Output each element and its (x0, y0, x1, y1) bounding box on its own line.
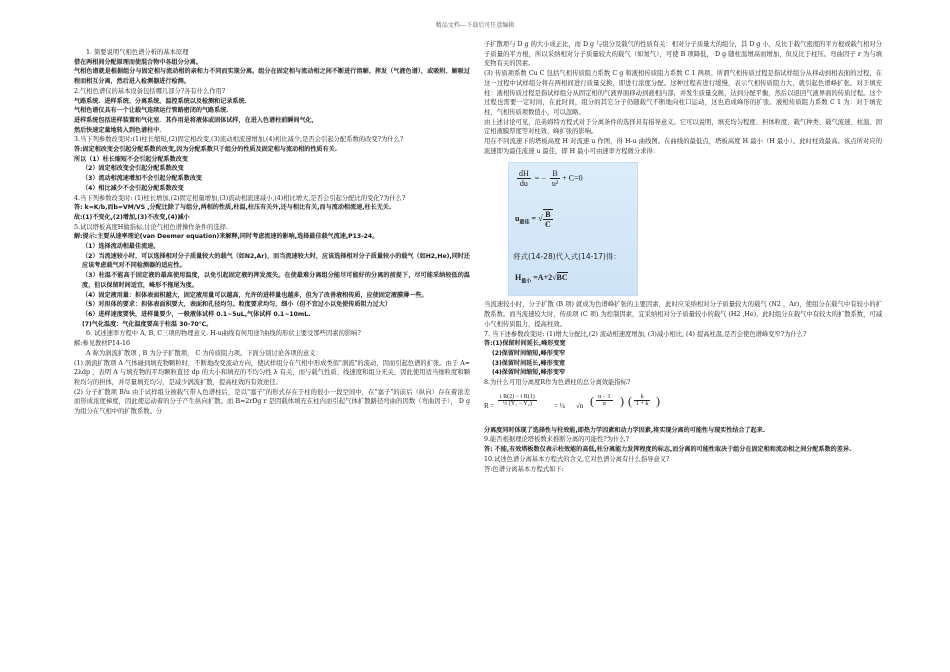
paragraph: 6. 试述速率方程中 A, B, C三项的物理意义. H-u曲线有何用途?曲线的形状主要受那些因素的影响? (86, 330, 361, 338)
paragraph: 解:提示:主要从速率理论(van Deemer equation)来解释,同时考虑流速的影响,选择最佳载气流速,P13-24。 (74, 233, 379, 241)
paragraph: 所以（1）柱长缩短不会引起分配系数改变 (74, 155, 188, 163)
paragraph: 当流速较小时，分子扩散 (B 项) 就成为色谱峰扩张的主要因素，此时应采纳相对分子质量较大的载气 (N2 ，Ar)，使组分在载气中有较小的扩散系数。而当流速较大时，传质项 (C 项) 为控制因素，宜采纳相对分子质量较小的载气 (H2 ,He)，此时组分在载气中有较大的扩散系数，可减小气相传质阻力，提高柱效。 (484, 301, 882, 328)
paragraph: 气相色谱仪具有一个让载气连续运行管路密闭的气路系统． (74, 107, 233, 115)
paragraph: A 称为涡流扩散项 , B 为分子扩散项， C 为传质阻力项。下面分别讨论各项的意义： (86, 349, 322, 357)
paragraph: （4）相比减少不会引起分配系数改变 (82, 184, 184, 192)
paragraph: （1）选择流动相最佳流速。 (82, 243, 160, 251)
paragraph: （6）进样速度要快，进样量要少，一般液体试样 0.1~5uL,气体试样 0.1~10mL. (82, 310, 311, 318)
paragraph: (4)保留时间缩短,峰形变窄 (492, 369, 566, 377)
paragraph: 然后快速定量地转入到色谱柱中． (74, 126, 166, 134)
paragraph: 9.能否根据理论塔板数来推断分离的可能性?为什么? (484, 436, 629, 444)
paragraph: 1. 简要说明气相色谱分析的基本原理 (86, 49, 189, 56)
paragraph: 3.当下列参数改变时:(1)柱长缩短,(2)固定相改变,(3)流动相流速增加,(4)相比减少,是否会引起分配系数的改变?为什么? (74, 136, 404, 144)
paragraph: (3)保留时间延长,峰形变宽 (492, 359, 566, 367)
paragraph: (7)气化温度：气化温度要高于柱温 30-70℃。 (82, 320, 213, 328)
paragraph: 答:(1)保留时间延长,峰形变宽 (484, 340, 566, 348)
paragraph: 2.气相色谱仪的基本设备包括哪几部分?各有什么作用? (74, 87, 226, 95)
right-column (484, 40, 882, 474)
paragraph: 进样系统包括进样装置和气化室．其作用是将液体或固体试样，在进入色谱柱前瞬间气化， (74, 116, 318, 124)
paragraph: 答: 不能,有效塔板数仅表示柱效能的高低,柱分离能力发挥程度的标志,而分离的可能性取决于组分在固定相和流动相之间分配系数的差异. (484, 446, 852, 454)
left-column (74, 48, 470, 417)
paragraph: 答:色谱分离基本方程式如下: (484, 465, 564, 473)
paragraph: 答:固定相改变会引起分配系数的改变,因为分配系数只于组分的性质及固定相与流动相的性质有关. (74, 146, 338, 154)
paragraph: 解:参见教材P14-16 (74, 340, 130, 348)
paragraph: 气路系统．进样系统、分离系统、温控系统以及检测和记录系统． (74, 97, 251, 105)
paragraph: 用在不同流速下的塔板高度 H 对流速 u 作图，得 H-u 曲线图。在曲线的最低点，塔板高度 H 最小（H 最小）。此时柱效最高。该点所对应的流速即为最佳流速 u 最佳，即 H 最小可由速率方程微分求得： (484, 138, 882, 155)
paragraph: 7. 当下述参数改变时: (1)增大分配比,(2) 流动相速度增加, (3)减小相比, (4) 提高柱温,是否会使色谱峰变窄?为什么? (484, 330, 807, 338)
paragraph: （3）柱温不能高于固定液的最高使用温度，以免引起固定液的挥发流失。在使最难分离组分能尽可能好的分离的前提下，尽可能采纳较低的温度，但以保留时间适宜，峰形不拖尾为度。 (82, 272, 470, 289)
paragraph: 5.试以塔板高度H做指标,讨论气相色谱操作条件的选择. (74, 223, 229, 231)
page-header: 精品文档---下载后可任意编辑 (435, 22, 515, 29)
paragraph: 由上述讨论可见，范弟姆特方程式对于分离条件的选择具有指导意义。它可以说明，填充均匀程度、担体粒度、载气种类、载气流速、柱温、固定相液膜厚度等对柱效、峰扩张的影响。 (484, 118, 882, 136)
paragraph: 分离度同时体现了选择性与柱效能,即热力学因素和动力学因素,将实现分离的可能性与现实性结合了起来. (484, 426, 766, 434)
b-over-u2-fraction: $\frac{B}{\text{u²}}$ (551, 169, 559, 189)
paragraph: 4.当下列参数改变时: (1)柱长增加,(2)固定相量增加,(3)流动相流速减小,(4)相比增大,是否会引起分配比的变化?为什么? (74, 194, 406, 202)
paragraph: 故:(1)不变化,(2)增加,(3)不改变,(4)减小 (74, 213, 190, 221)
paragraph: （5）对担体的要求：担体表面积要大，表面和孔径均匀。粒度要求均匀、细小（但不宜过小以免使传质阻力过大） (82, 301, 391, 309)
dh-du-fraction: $\frac{dH}{du}$ (519, 169, 529, 189)
paragraph: 借在两相间分配原理而使混合物中各组分分离。 (74, 58, 202, 66)
paragraph: 气相色谱就是根据组分与固定相与流动相的亲和力不同而实现分离。组分在固定相与流动相之间不断进行溶解、挥发（气液色谱），或吸附、解吸过程而相互分离，然后进入检测器进行检测。 (74, 68, 470, 86)
paragraph: 10.试述色谱分离基本方程式的含义,它对色谱分离有什么指导意义? (484, 455, 670, 463)
paragraph: 8.为什么可用分离度R作为色谱柱的总分离效能指标? (484, 379, 631, 387)
paragraph: (1) 涡流扩散项 A 气体碰到填充物颗粒时，不断地改变流动方向，使试样组分在气相中形成类似"涡流"的流动，因而引起色谱的扩张。由于 A=2λdp ，表明 A 与填充物的平均颗粒直径 dp 的大小和填充的不均匀性 λ 有关，而与载气性质、线速度和组分无关，因此使用适当细粒度和颗粒均匀的担体，并尽量填充均匀，是减少涡流扩散，提高柱效的有效途径。 (74, 359, 471, 386)
paragraph: 答: k=K/b,而b=VM/VS ,分配比除了与组分,两相的性质,柱温,柱压有关外,还与相比有关,而与流动相流速,柱长无关. (74, 204, 392, 212)
paragraph: （3）流动相流速增加不会引起分配系数改变 (82, 175, 203, 183)
paragraph: （4）固定液用量：担体表面积越大，固定液用量可以越高，允许的进样量也越多，但为了改善液相传质，应使固定液膜薄一些。 (82, 291, 428, 299)
paragraph: （2）当流速较小时，可以选择相对分子质量较大的载气（如N2,Ar)，而当流速较大时，应该选择相对分子质量较小的载气（如H2,He),同时还应该考虑载气对不同检测器的适应性。 (82, 252, 470, 270)
van-deemter-derivation-image: $\frac{dH}{du}$ = − $\frac{B}{\text{u²}}$ + C=0 $u_{最佳}$ = √ $\frac{B}{C}$ 将式(14-28)代入式(14-17)得： $H_{最小} =A+2√BC$ (508, 162, 638, 296)
paragraph: (2)保留时间缩短,峰形变窄 (492, 349, 566, 357)
paragraph: （2）固定相改变会引起分配系数改变 (82, 165, 184, 173)
sqrt-b-over-c: $\frac{B}{C}$ (544, 210, 551, 230)
paragraph: (2) 分子扩散项 B/u 由于试样组分被载气带入色谱柱后，是以"塞子"的形式存在于柱的很小一段空间中，在"塞子"的前后（纵向）存在着浓差而形成浓度梯度，因此使运动着的分子产生纵向扩散。而 B=2rDg r 是因载体填充在柱内而引起气体扩散路径弯曲的因数（弯曲因子）， D g 为组分在气相中的扩散系数。分 (74, 388, 470, 416)
paragraph: (3) 传质项系数 Cu C 包括气相传质阻力系数 C g 和液相传质阻力系数 C 1 两项。所谓气相传质过程是指试样组分从移动到相表面的过程，在这一过程中试样组分将在两相间进行质量交换，即进行浓度分配。这种过程若进行缓慢，表示气相传质阻力大，就引起色谱峰扩张。对于填充柱：液相传质过程是指试样组分从固定相的气液界面移动到液相内部，并发生质量交换，达到分配平衡，然后以返回气液界面的传质过程。这个过程也需要一定时间，在此时间，组分的其它分子仍随载气不断地向柱口运动，这也造成峰形的扩张。液相传质阻力系数 C 1 为：对于填充柱，气相传质项数值小，可以忽略。 (484, 70, 882, 116)
resolution-formula: R = $\frac{\text{t R(2) − t R(1)}}{\text{½ (Y₁ − Y₂)}}$ = ¼ √n ( $\frac{\alpha - 1}{\alpha}$ ) ( $\frac{k}{1 + k}$ ) (484, 393, 660, 410)
paragraph: 子扩散项与 D g 的大小成正比，而 D g 与组分及载气的性质有关：相对分子质量大的组分，其 D g 小，反比于载气密度的平方根或载气相对分子质量的平方根，所以采纳相对分子质量较大的载气（如氮气），可使 B 项降低， D g 随柱温增高而增加，但反比于柱压。弯曲因子 r 为与填充物有关的因素。 (484, 41, 882, 68)
